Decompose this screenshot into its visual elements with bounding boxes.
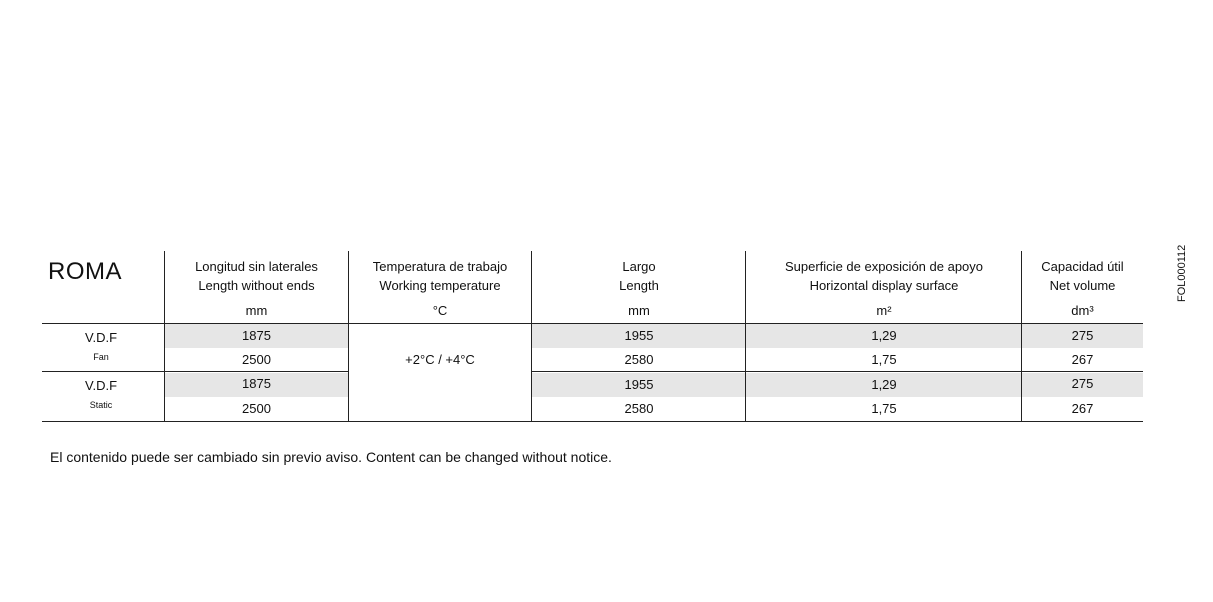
- volume-cell: 267: [1071, 401, 1094, 416]
- document-code: FOL000112: [1176, 244, 1188, 302]
- model-label: V.D.F: [84, 330, 118, 345]
- surface-cell: 1,29: [871, 377, 897, 392]
- length-without-ends-cell: 1875: [242, 328, 271, 343]
- header-display-surface: [746, 257, 1022, 295]
- model-label: V.D.F: [84, 378, 118, 393]
- table-title: ROMA: [48, 258, 122, 285]
- header-es: Longitud sin laterales: [195, 259, 318, 274]
- surface-cell: 1,75: [871, 352, 897, 367]
- header-length-without-ends: [165, 257, 348, 295]
- header-es: Temperatura de trabajo: [372, 259, 508, 274]
- volume-cell: 275: [1071, 376, 1094, 391]
- length-without-ends-cell: 2500: [242, 352, 271, 367]
- temperature-value: +2°C / +4°C: [405, 352, 475, 367]
- header-en: Horizontal display surface: [809, 278, 959, 293]
- header-en: Length: [619, 278, 659, 293]
- unit-square-meters: m²: [876, 303, 892, 318]
- unit-mm: mm: [628, 303, 650, 318]
- header-es: Superficie de exposición de apoyo: [784, 259, 984, 274]
- surface-cell: 1,75: [871, 401, 897, 416]
- model-variant-label: Static: [89, 400, 113, 410]
- length-cell: 2580: [624, 352, 654, 367]
- length-without-ends-cell: 2500: [242, 401, 271, 416]
- header-net-volume: [1022, 257, 1143, 295]
- header-es: Largo: [622, 259, 656, 274]
- header-working-temperature: [348, 257, 532, 295]
- length-cell: 2580: [624, 401, 654, 416]
- table-bottom-rule: [42, 421, 1143, 422]
- header-es: Capacidad útil: [1041, 259, 1124, 274]
- length-cell: 1955: [624, 377, 654, 392]
- header-en: Working temperature: [379, 278, 501, 293]
- surface-cell: 1,29: [871, 328, 897, 343]
- unit-mm: mm: [245, 303, 268, 318]
- length-without-ends-cell: 1875: [242, 376, 271, 391]
- volume-cell: 267: [1071, 352, 1094, 367]
- unit-celsius: °C: [432, 303, 448, 318]
- header-length: [532, 257, 746, 295]
- disclaimer-note: El contenido puede ser cambiado sin previo aviso. Content can be changed without notice.: [50, 449, 612, 465]
- unit-cubic-decimeters: dm³: [1071, 303, 1094, 318]
- column-divider: [348, 251, 349, 421]
- model-variant-label: Fan: [93, 352, 109, 362]
- volume-cell: 275: [1071, 328, 1094, 343]
- header-en: Net volume: [1049, 278, 1116, 293]
- length-cell: 1955: [624, 328, 654, 343]
- header-en: Length without ends: [198, 278, 315, 293]
